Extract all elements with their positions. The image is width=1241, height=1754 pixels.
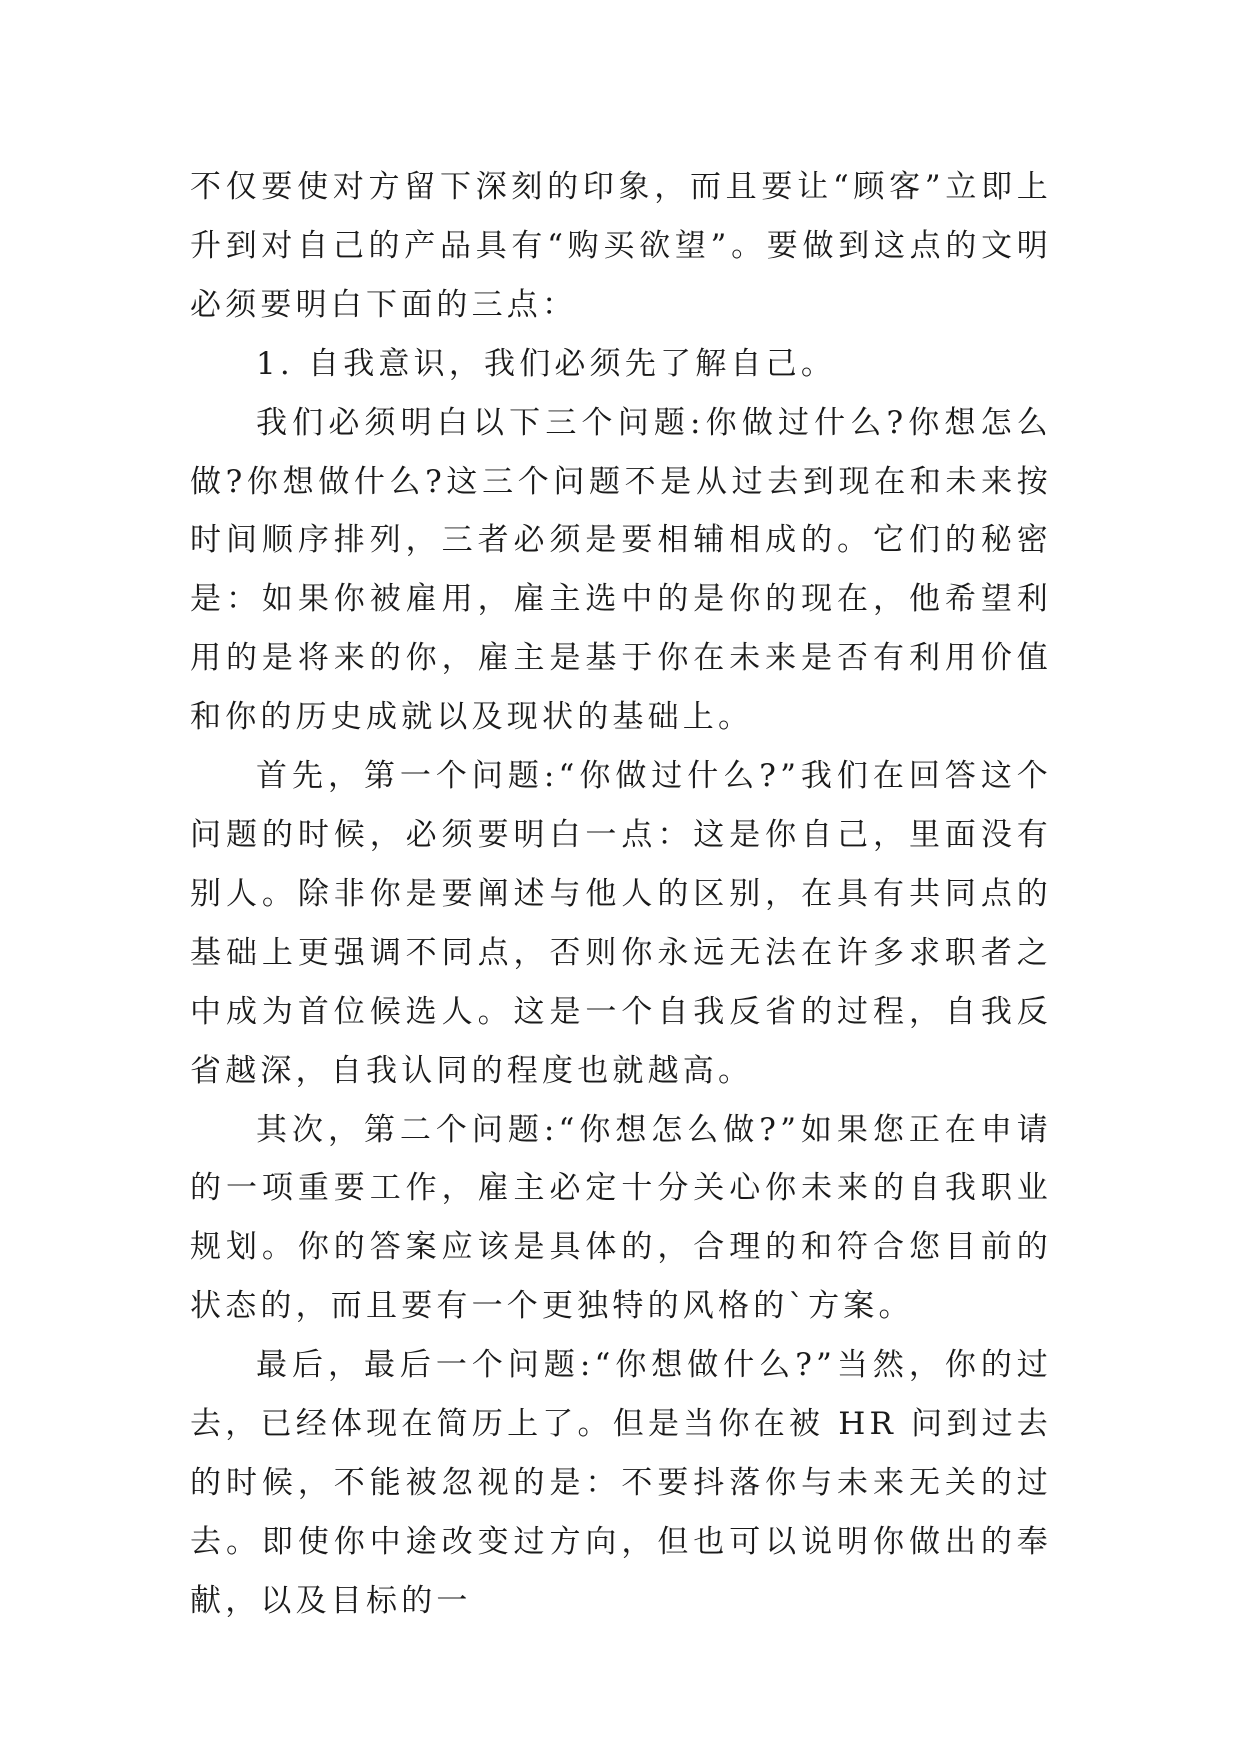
paragraph-first-question: 首先，第一个问题:“你做过什么?”我们在回答这个问题的时候，必须要明白一点：这是你自己，里面没有别人。除非你是要阐述与他人的区别，在具有共同点的基础上更强调不同点，否则你永远无法在许多求职者之中成为首位候选人。这是一个自我反省的过程，自我反省越深，自我认同的程度也就越高。 (190, 758, 1052, 1089)
paragraph-intro: 不仅要使对方留下深刻的印象，而且要让“顾客”立即上升到对自己的产品具有“购买欲望”。要做到这点的文明必须要明白下面的三点： (190, 169, 1052, 323)
paragraph-point-one: 1. 自我意识，我们必须先了解自己。 (256, 345, 837, 382)
document-body (190, 158, 1052, 1631)
paragraph-three-questions: 我们必须明白以下三个问题:你做过什么?你想怎么做?你想做什么?这三个问题不是从过去到现在和未来按时间顺序排列，三者必须是要相辅相成的。它们的秘密是：如果你被雇用，雇主选中的是你的现在，他希望利用的是将来的你，雇主是基于你在未来是否有利用价值和你的历史成就以及现状的基础上。 (190, 404, 1052, 736)
paragraph-second-question: 其次，第二个问题:“你想怎么做?”如果您正在申请的一项重要工作，雇主必定十分关心你未来的自我职业规划。你的答案应该是具体的，合理的和符合您目前的状态的，而且要有一个更独特的风格的`方案。 (190, 1111, 1052, 1325)
paragraph-last-question: 最后，最后一个问题:“你想做什么?”当然，你的过去，已经体现在简历上了。但是当你在被 HR 问到过去的时候，不能被忽视的是：不要抖落你与未来无关的过去。即使你中途改变过方向，但也可以说明你做出的奉献，以及目标的一 (190, 1347, 1052, 1619)
